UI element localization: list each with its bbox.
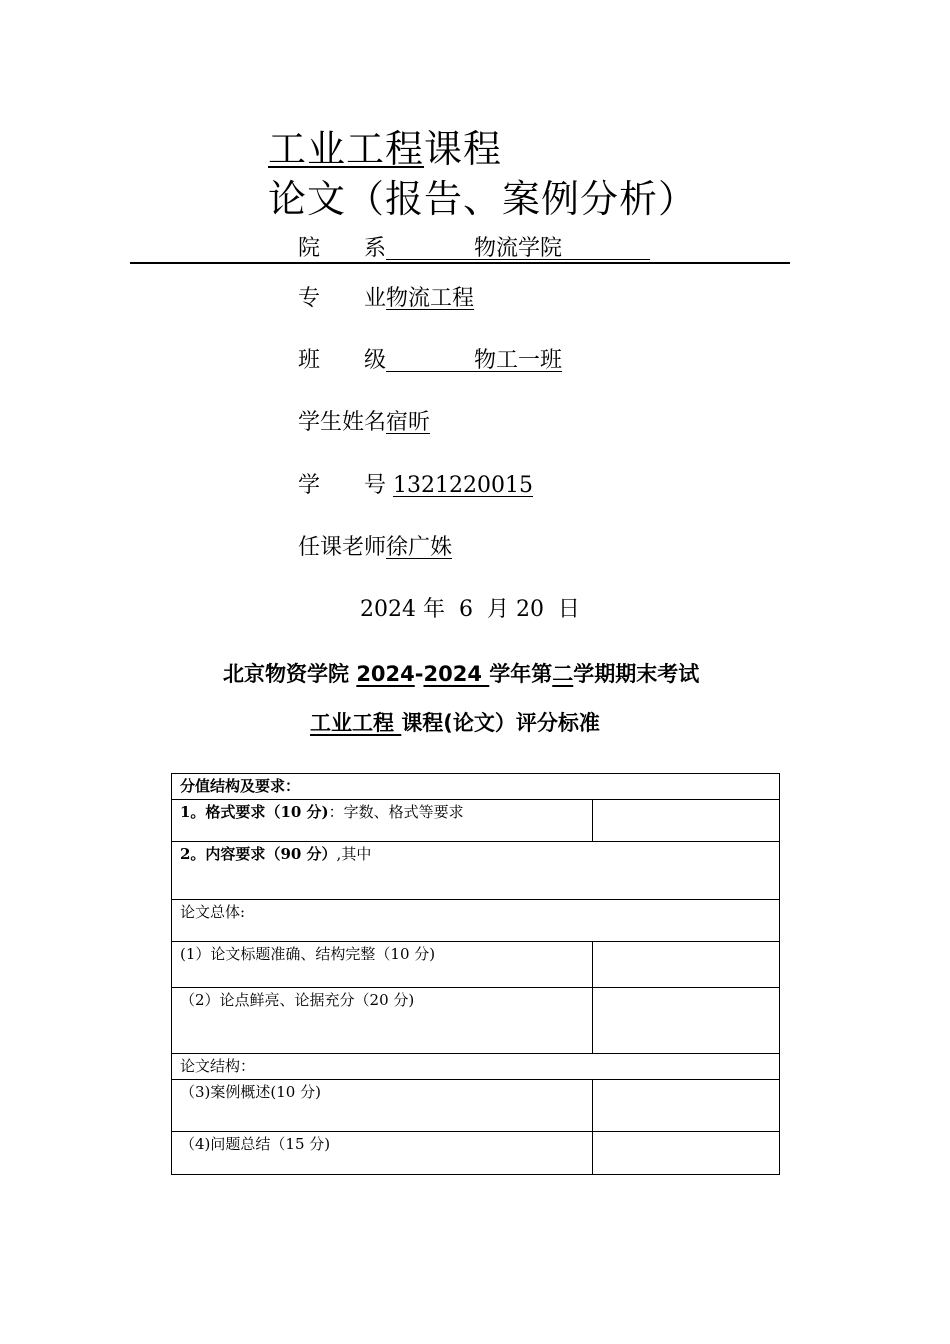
cover-title-course: 工业工程 xyxy=(268,127,425,171)
heading-school: 北京物资学院 xyxy=(223,662,357,686)
table-row xyxy=(172,988,780,1054)
field-label: 班 级 xyxy=(298,348,387,373)
field-class xyxy=(298,346,562,376)
table-row xyxy=(172,800,780,842)
item-title: 1。格式要求（10 分) xyxy=(180,803,329,821)
heading-exam: 学期期末考试 xyxy=(573,662,700,686)
score-cell xyxy=(593,1080,780,1132)
rubric-item-cell: （4)问题总结（15 分) xyxy=(172,1132,593,1175)
table-row xyxy=(172,842,780,900)
field-value: 徐广姝 xyxy=(386,535,453,560)
rubric-header-cell: 分值结构及要求： xyxy=(172,774,780,800)
field-department xyxy=(298,234,650,264)
table-row xyxy=(172,774,780,800)
section-cell: 论文总体: xyxy=(172,900,780,942)
heading-term: 二 xyxy=(552,662,574,686)
section-cell: 论文结构： xyxy=(172,1054,780,1080)
heading-year-end: 2024 xyxy=(423,662,490,686)
field-value: 1321220015 xyxy=(393,473,533,498)
field-label: 学生姓名 xyxy=(298,410,387,435)
field-student-name xyxy=(298,408,430,438)
heading-dash: - xyxy=(414,662,424,686)
rubric-item-cell xyxy=(172,800,593,842)
field-label: 院 系 xyxy=(298,236,387,261)
table-row xyxy=(172,1080,780,1132)
score-cell xyxy=(593,942,780,988)
heading-term-prefix: 学年第 xyxy=(489,662,553,686)
field-label: 学 号 xyxy=(298,473,387,498)
cover-title-line1 xyxy=(268,126,502,172)
heading-year-start: 2024 xyxy=(356,662,415,686)
heading-course: 工业工程 xyxy=(310,711,402,735)
item-desc: ,其中 xyxy=(336,845,372,863)
rubric-item-cell xyxy=(172,842,780,900)
cover-title-line2: 论文（报告、案例分析） xyxy=(268,177,698,221)
table-row xyxy=(172,1132,780,1175)
score-cell xyxy=(593,800,780,842)
item-title: 2。内容要求（90 分） xyxy=(180,845,337,863)
cover-date: 2024 年 6 月 20 日 xyxy=(360,597,580,622)
field-value: 物流工程 xyxy=(386,286,475,311)
field-student-id xyxy=(298,471,533,501)
cover-title-suffix: 课程 xyxy=(424,127,503,171)
table-row xyxy=(172,942,780,988)
field-label: 专 业 xyxy=(298,286,387,311)
table-row xyxy=(172,900,780,942)
score-cell xyxy=(593,1132,780,1175)
score-cell xyxy=(593,988,780,1054)
field-value: 物流学院 xyxy=(386,236,651,261)
divider-line xyxy=(130,262,790,264)
rubric-item-cell: （3)案例概述(10 分) xyxy=(172,1080,593,1132)
rubric-item-cell: （2）论点鲜亮、论据充分（20 分) xyxy=(172,988,593,1054)
table-row xyxy=(172,1054,780,1080)
field-label: 任课老师 xyxy=(298,535,387,560)
rubric-table xyxy=(171,773,780,1175)
field-teacher xyxy=(298,533,452,563)
field-value: 物工一班 xyxy=(386,348,563,373)
item-desc: ：字数、格式等要求 xyxy=(328,803,464,821)
field-value: 宿昕 xyxy=(386,410,431,435)
heading-rest: 课程(论文）评分标准 xyxy=(401,711,600,735)
rubric-heading-line1 xyxy=(223,660,699,688)
field-major xyxy=(298,284,474,314)
rubric-heading-line2 xyxy=(310,709,600,737)
rubric-item-cell: (1）论文标题准确、结构完整（10 分) xyxy=(172,942,593,988)
